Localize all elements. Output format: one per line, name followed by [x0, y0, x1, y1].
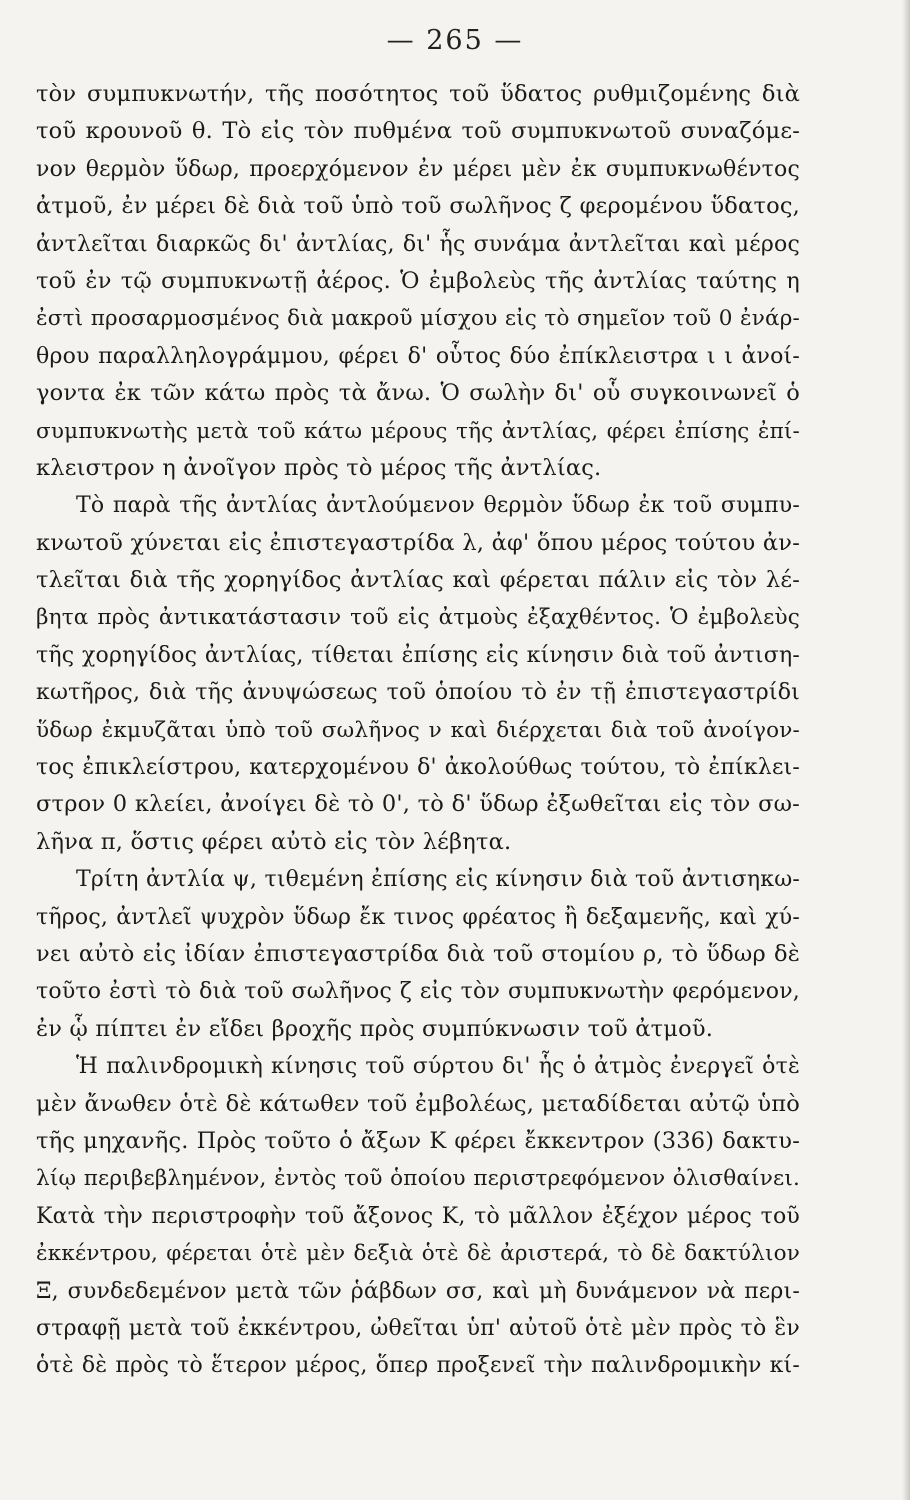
text-line: Ξ, συνδεδεμένον μετὰ τῶν ῥάβδων σσ, καὶ μὴ δυνάμενον νὰ περι- [36, 1278, 800, 1304]
text-line: βητα πρὸς ἀντικατάστασιν τοῦ εἰς ἀτμοὺς ἐξαχθέντος. Ὁ ἐμβολεὺς [36, 605, 800, 631]
text-line: τῆς χορηγίδος ἀντλίας, τίθεται ἐπίσης εἰς κίνησιν διὰ τοῦ ἀντιση- [36, 642, 800, 668]
text-line: Κατὰ τὴν περιστροφὴν τοῦ ἄξονος Κ, τὸ μᾶλλον ἐξέχον μέρος τοῦ [36, 1203, 800, 1229]
text-line: συμπυκνωτὴς μετὰ τοῦ κάτω μέρους τῆς ἀντλίας, φέρει ἐπίσης ἐπί- [36, 418, 800, 444]
text-line: ὁτὲ δὲ πρὸς τὸ ἕτερον μέρος, ὅπερ προξενεῖ τὴν παλινδρομικὴν κί- [36, 1353, 800, 1379]
text-line: νον θερμὸν ὕδωρ, προερχόμενον ἐν μέρει μὲν ἐκ συμπυκνωθέντος [36, 156, 800, 182]
text-line: ἀντλεῖται διαρκῶς δι' ἀντλίας, δι' ἧς συνάμα ἀντλεῖται καὶ μέρος [36, 231, 800, 257]
paragraph-1 [36, 76, 800, 487]
text-line: τοῦ ἐν τῷ συμπυκνωτῇ ἀέρος. Ὁ ἐμβολεὺς τῆς ἀντλίας ταύτης η [36, 267, 800, 294]
text-line: Τρίτη ἀντλία ψ, τιθεμένη ἐπίσης εἰς κίνησιν διὰ τοῦ ἀντισηκω- [76, 867, 800, 893]
text-line: τῆς μηχανῆς. Πρὸς τοῦτο ὁ ἄξων Κ φέρει ἔκκεντρον (336) δακτυ- [36, 1127, 800, 1154]
text-line: νει αὐτὸ εἰς ἰδίαν ἐπιστεγαστρίδα διὰ τοῦ στομίου ρ, τὸ ὕδωρ δὲ [36, 940, 800, 967]
text-line: τοῦτο ἐστὶ τὸ διὰ τοῦ σωλῆνος ζ εἰς τὸν συμπυκνωτὴν φερόμενον, [36, 979, 800, 1005]
text-line: λίῳ περιβεβλημένον, ἐντὸς τοῦ ὁποίου περιστρεφόμενον ὀλισθαίνει. [36, 1166, 800, 1192]
page-body-text [36, 76, 800, 1385]
text-line: μὲν ἄνωθεν ὁτὲ δὲ κάτωθεν τοῦ ἐμβολέως, μεταδίδεται αὐτῷ ὑπὸ [36, 1090, 800, 1117]
text-line: γοντα ἐκ τῶν κάτω πρὸς τὰ ἄνω. Ὁ σωλὴν δι' οὗ συγκοινωνεῖ ὁ [36, 380, 800, 407]
page-edge-shadow [902, 0, 910, 1500]
text-line: λῆνα π, ὅστις φέρει αὐτὸ εἰς τὸν λέβητα. [36, 828, 512, 855]
text-line: ἐστὶ προσαρμοσμένος διὰ μακροῦ μίσχου εἰς τὸ σημεῖον τοῦ 0 ἐνάρ- [36, 306, 800, 332]
text-line: ἐν ᾧ πίπτει ἐν εἴδει βροχῆς πρὸς συμπύκνωσιν τοῦ ἀτμοῦ. [36, 1015, 714, 1042]
text-line: κωτῆρος, διὰ τῆς ἀνυψώσεως τοῦ ὁποίου τὸ ἐν τῇ ἐπιστεγαστρίδι [36, 680, 800, 706]
text-line: τος ἐπικλείστρου, κατερχομένου δ' ἀκολούθως τούτου, τὸ ἐπίκλει- [36, 755, 800, 781]
text-line: στραφῇ μετὰ τοῦ ἐκκέντρου, ὠθεῖται ὑπ' αὐτοῦ ὁτὲ μὲν πρὸς τὸ ἓν [36, 1315, 800, 1341]
text-line: ἐκκέντρου, φέρεται ὁτὲ μὲν δεξιὰ ὁτὲ δὲ ἀριστερά, τὸ δὲ δακτύλιον [36, 1241, 800, 1267]
paragraph-4 [36, 1048, 800, 1385]
text-line: θρου παραλληλογράμμου, φέρει δ' οὗτος δύο ἐπίκλειστρα ι ι ἀνοί- [36, 343, 800, 369]
text-line: Ἡ παλινδρομικὴ κίνησις τοῦ σύρτου δι' ἧς ὁ ἀτμὸς ἐνεργεῖ ὁτὲ [76, 1054, 800, 1080]
text-line: κνωτοῦ χύνεται εἰς ἐπιστεγαστρίδα λ, ἀφ' ὅπου μέρος τούτου ἀν- [36, 529, 800, 556]
paragraph-2 [36, 487, 800, 861]
text-line: ὕδωρ ἐκμυζᾶται ὑπὸ τοῦ σωλῆνος ν καὶ διέρχεται διὰ τοῦ ἀνοίγον- [36, 717, 800, 743]
text-line: τῆρος, ἀντλεῖ ψυχρὸν ὕδωρ ἔκ τινος φρέατος ἢ δεξαμενῆς, καὶ χύ- [36, 904, 800, 930]
text-line: κλειστρον η ἀνοῖγον πρὸς τὸ μέρος τῆς ἀντλίας. [36, 454, 602, 481]
text-line: τὸν συμπυκνωτήν, τῆς ποσότητος τοῦ ὕδατος ρυθμιζομένης διὰ [36, 81, 800, 107]
text-line: ἀτμοῦ, ἐν μέρει δὲ διὰ τοῦ ὑπὸ τοῦ σωλῆνος ζ φερομένου ὕδατος, [36, 193, 800, 220]
text-line: Τὸ παρὰ τῆς ἀντλίας ἀντλούμενον θερμὸν ὕδωρ ἐκ τοῦ συμπυ- [76, 493, 800, 519]
page-number: — 265 — [386, 25, 524, 56]
paragraph-3 [36, 861, 800, 1048]
text-line: στρον 0 κλείει, ἀνοίγει δὲ τὸ 0', τὸ δ' ὕδωρ ἐξωθεῖται εἰς τὸν σω- [36, 791, 800, 818]
text-line: τλεῖται διὰ τῆς χορηγίδος ἀντλίας καὶ φέρεται πάλιν εἰς τὸν λέ- [36, 567, 800, 594]
text-line: τοῦ κρουνοῦ θ. Τὸ εἰς τὸν πυθμένα τοῦ συμπυκνωτοῦ συναζόμε- [36, 118, 800, 145]
